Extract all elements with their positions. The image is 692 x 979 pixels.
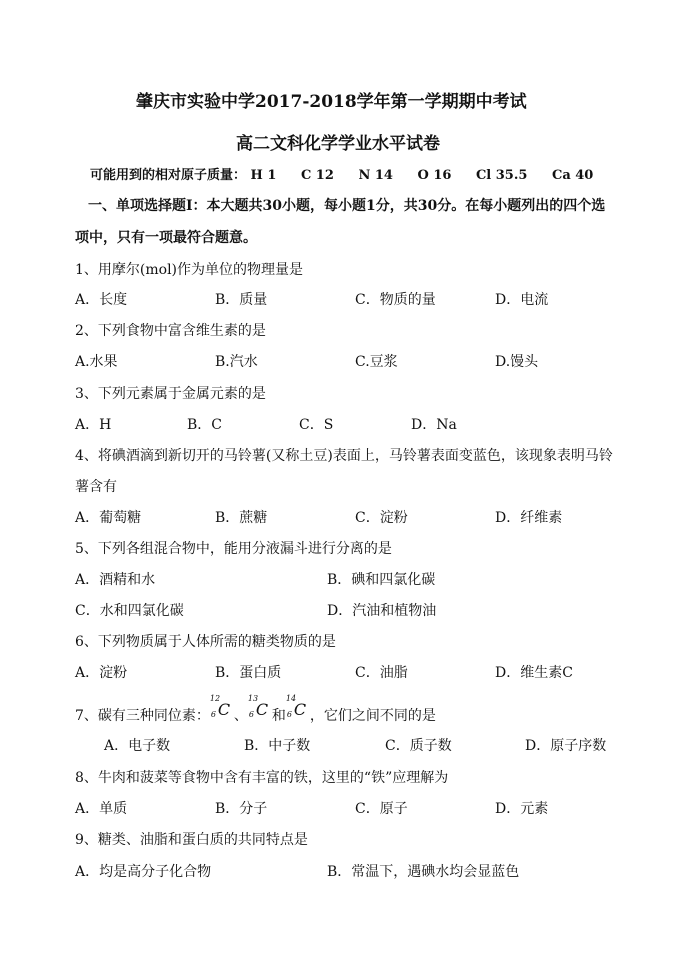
option-d: D．Na: [411, 417, 457, 433]
option-c: C．油脂: [355, 665, 408, 681]
carbon-14-isotope: 14 6 C: [285, 694, 307, 719]
option-a: A.水果: [75, 354, 118, 370]
question-stem: 2、下列食物中富含维生素的是: [75, 323, 266, 339]
option-a: A．均是高分子化合物: [75, 864, 212, 880]
option-c: C．S: [299, 417, 334, 433]
option-b: B．中子数: [244, 738, 311, 754]
atomic-mass-label: 可能用到的相对原子质量：: [90, 168, 247, 183]
exam-subtitle: 高二文科化学学业水平试卷: [236, 134, 440, 154]
option-a: A．H: [75, 417, 112, 433]
carbon-12-isotope: 12 6 C: [209, 694, 231, 719]
question-stem: 8、牛肉和菠菜等食物中含有丰富的铁，这里的“铁”应理解为: [75, 770, 449, 786]
option-c: C．物质的量: [355, 292, 436, 308]
option-c: C．淀粉: [355, 510, 408, 526]
option-b: B．碘和四氯化碳: [327, 572, 436, 588]
option-d: D．元素: [495, 801, 549, 817]
question-stem: 1、用摩尔(mol)作为单位的物理量是: [75, 262, 304, 278]
option-a: A．酒精和水: [75, 572, 156, 588]
option-a: A．葡萄糖: [75, 510, 142, 526]
stem-suffix: ，它们之间不同的是: [309, 708, 436, 724]
option-b: B．常温下，遇碘水均会显蓝色: [327, 864, 520, 880]
atomic-mass-item: H 1: [250, 168, 277, 183]
atomic-mass-item: Cl 35.5: [475, 168, 528, 183]
atomic-mass-line: [90, 164, 613, 183]
question-stem: 3、下列元素属于金属元素的是: [75, 386, 266, 402]
atomic-mass-item: Ca 40: [551, 168, 594, 183]
section-instructions-line1: 一、单项选择题Ⅰ：本大题共30小题，每小题1分，共30分。在每小题列出的四个选: [88, 198, 606, 214]
question-stem: 9、糖类、油脂和蛋白质的共同特点是: [75, 832, 308, 848]
option-b: B.汽水: [215, 354, 258, 370]
option-b: B．质量: [215, 292, 268, 308]
option-d: D.馒头: [495, 354, 539, 370]
question-stem: 6、下列物质属于人体所需的糖类物质的是: [75, 634, 336, 650]
question-stem: 5、下列各组混合物中，能用分液漏斗进行分离的是: [75, 541, 392, 557]
option-c: C．原子: [355, 801, 408, 817]
option-a: A．电子数: [104, 738, 171, 754]
option-c: C.豆浆: [355, 354, 398, 370]
stem-prefix: 7、碳有三种同位素：: [75, 708, 210, 724]
option-c: C．水和四氯化碳: [75, 603, 184, 619]
option-a: A．长度: [75, 292, 128, 308]
question-stem: 4、将碘酒滴到新切开的马铃薯(又称土豆)表面上，马铃薯表面变蓝色，该现象表明马铃: [75, 448, 613, 464]
section-instructions-line2: 项中，只有一项最符合题意。: [75, 230, 257, 246]
atomic-mass-item: N 14: [358, 168, 393, 183]
question-stem-isotopes: [75, 694, 436, 725]
option-a: A．单质: [75, 801, 128, 817]
option-b: B．蛋白质: [215, 665, 282, 681]
option-d: D．原子序数: [525, 738, 607, 754]
separator: 和: [271, 708, 286, 724]
option-b: B．分子: [215, 801, 268, 817]
option-d: D．电流: [495, 292, 549, 308]
option-b: B．蔗糖: [215, 510, 268, 526]
exam-title: 肇庆市实验中学2017-2018学年第一学期期中考试: [136, 92, 527, 112]
question-stem-continued: 薯含有: [75, 479, 117, 495]
option-d: D．汽油和植物油: [327, 603, 437, 619]
atomic-mass-item: C 12: [300, 168, 334, 183]
atomic-mass-item: O 16: [417, 168, 452, 183]
carbon-13-isotope: 13 6 C: [247, 694, 269, 719]
option-d: D．维生素C: [495, 665, 573, 681]
option-d: D．纤维素: [495, 510, 563, 526]
option-a: A．淀粉: [75, 665, 128, 681]
option-c: C．质子数: [385, 738, 452, 754]
option-b: B．C: [187, 417, 222, 433]
separator: 、: [233, 708, 248, 724]
